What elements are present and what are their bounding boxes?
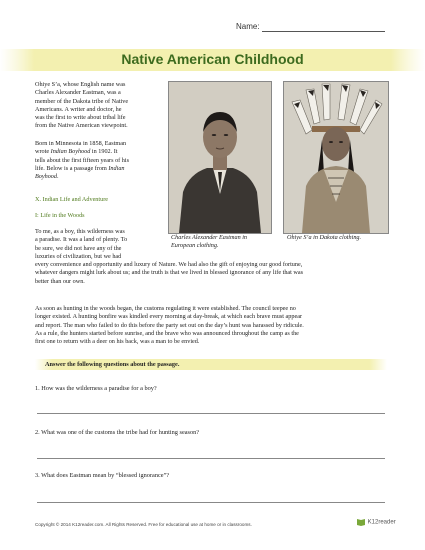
name-field[interactable] — [262, 31, 385, 32]
text-line: tells about the first fifteen years of his — [35, 156, 129, 164]
photo-eastman-european — [168, 81, 272, 234]
book-title: Indian Boyhood — [50, 148, 91, 156]
text-line: better than our own. — [35, 277, 85, 285]
text-line: member of the Dakota tribe of Native — [35, 97, 129, 105]
page-title: Native American Childhood — [121, 51, 304, 67]
answer-line-2[interactable] — [37, 458, 385, 459]
caption-line: European clothing. — [171, 242, 219, 249]
section-heading: X. Indian Life and Adventure — [35, 196, 109, 203]
question-3: 3. What does Eastman mean by “blessed ignorance”? — [35, 472, 170, 479]
text-line: from the Native American viewpoint. — [35, 122, 128, 130]
photo-ohiye-sa-dakota — [283, 81, 389, 234]
text-line: a paradise. It was a land of plenty. To — [35, 236, 128, 244]
passage-paragraph-2 — [35, 305, 304, 346]
book-title: Indian — [108, 164, 125, 172]
question-2: 2. What was one of the customs the tribe had for hunting season? — [35, 429, 200, 436]
book-icon — [356, 518, 366, 526]
text-line: luxuries of civilization, but we had — [35, 252, 122, 260]
left-photo-caption — [171, 234, 247, 250]
portrait-image — [169, 82, 271, 233]
name-label: Name: — [236, 22, 260, 31]
right-photo-caption: Ohiye S’a in Dakota clothing. — [287, 234, 362, 241]
logo-text: K12reader — [367, 519, 396, 526]
text-line — [35, 173, 129, 181]
subsection-heading: I: Life in the Woods — [35, 212, 85, 219]
intro-paragraph-1 — [35, 81, 128, 131]
portrait-image — [284, 82, 388, 233]
text-line: every convenience and opportunity and luxury of Nature. We had also the gift of enjoying our good fortune, — [35, 261, 303, 269]
text-line: To me, as a boy, this wilderness was — [35, 228, 125, 235]
text-line: longer existed. A hunting bonfire was kindled every morning at day-break, at which each brave must appear — [35, 313, 303, 321]
intro-paragraph-2 — [35, 140, 129, 181]
text-line — [35, 165, 129, 173]
text-line: be sure, we did not have any of the — [35, 244, 122, 252]
text-line: As soon as hunting in the woods began, the customs regulating it were established. The council teepee no — [35, 305, 296, 312]
text-line: was the first to write about tribal life — [35, 114, 126, 122]
text-line: and report. The man who failed to do this before the party set out on the day’s hunt was harassed by ridicule. — [35, 321, 304, 329]
text-line — [35, 148, 129, 156]
answer-line-3[interactable] — [37, 502, 385, 503]
text-line: Ohiye S’a, whose English name was — [35, 81, 126, 88]
question-1: 1. How was the wilderness a paradise for a boy? — [35, 385, 157, 392]
questions-heading: Answer the following questions about the passage. — [45, 361, 180, 368]
footer-copyright: Copyright © 2014 K12reader.com. All Rights Reserved. Free for educational use at home or in classrooms. — [35, 522, 252, 527]
text-span: . — [57, 173, 59, 181]
text-line: Born in Minnesota in 1858, Eastman — [35, 140, 127, 147]
text-line: Charles Alexander Eastman, was a — [35, 89, 121, 97]
caption-line: Charles Alexander Eastman in — [171, 234, 248, 241]
answer-line-1[interactable] — [37, 413, 385, 414]
k12reader-logo — [356, 518, 396, 526]
text-line: first one to return with a deer on his back, was a man to be envied. — [35, 338, 200, 346]
text-span: life. Below is a passage from — [35, 164, 109, 172]
text-line: As a rule, the hunters started before sunrise, and the brave who was announced throughout the camp as the — [35, 329, 299, 337]
text-line: whatever dangers might lurk about us; and the truth is that we lived in blessed ignorance of any life that was — [35, 269, 304, 277]
text-span: in 1902. It — [90, 148, 118, 156]
book-title: Boyhood — [35, 173, 57, 181]
passage-paragraph-1 — [35, 228, 303, 286]
text-span: wrote — [35, 148, 51, 156]
text-line: Americans. A writer and doctor, he — [35, 105, 122, 113]
